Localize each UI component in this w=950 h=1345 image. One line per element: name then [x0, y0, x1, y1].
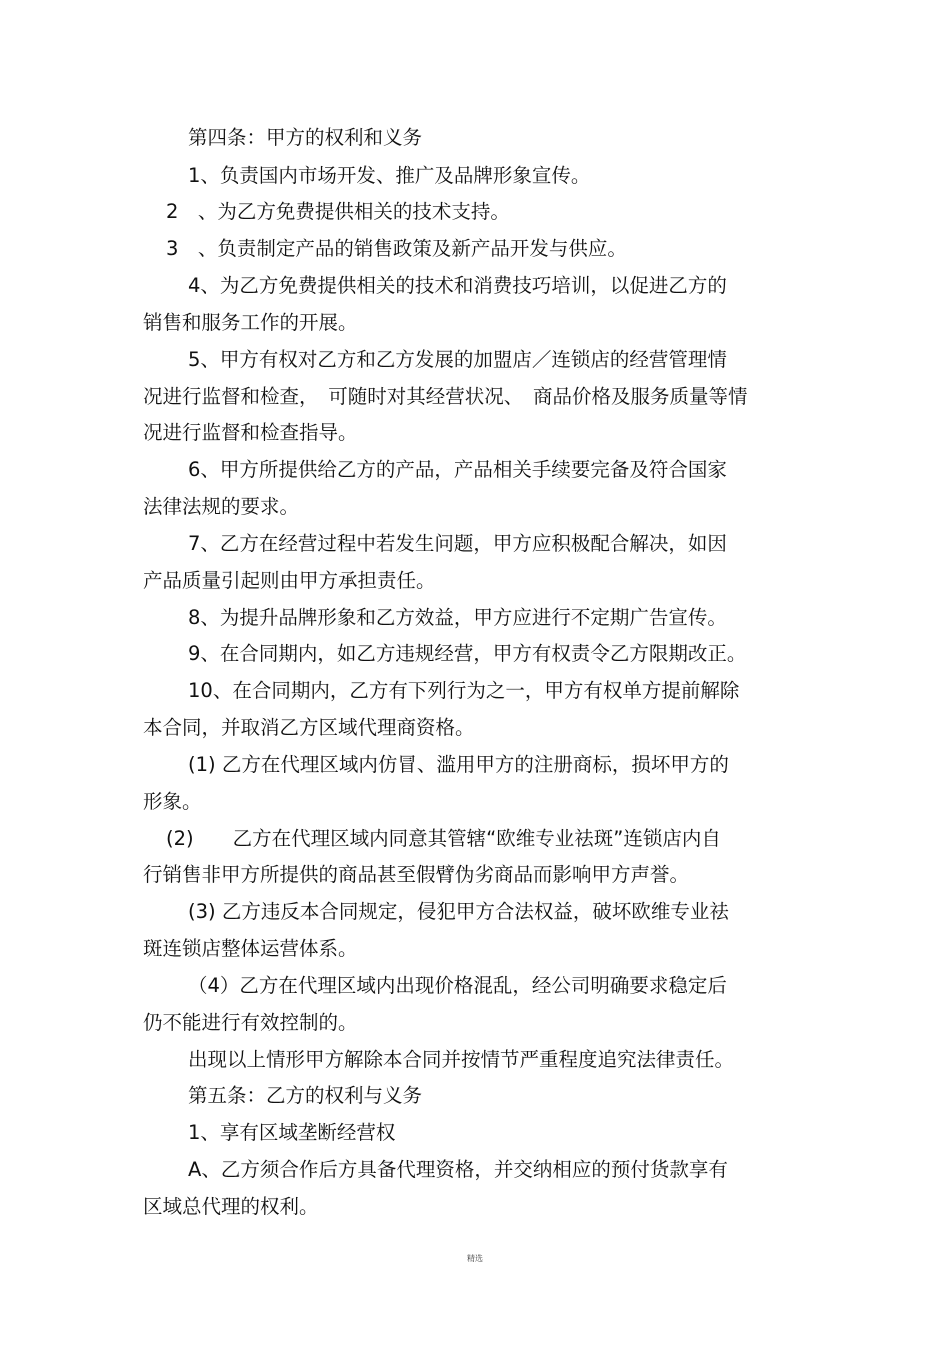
- article-4-item-1: 1、负责国内市场开发、推广及品牌形象宣传。: [188, 164, 591, 187]
- subitem-1-line-1: (1) 乙方在代理区域内仿冒、滥用甲方的注册商标，损坏甲方的: [188, 753, 729, 776]
- article-5-item-a-line-1: A、乙方须合作后方具备代理资格，并交纳相应的预付货款享有: [188, 1158, 728, 1181]
- subitem-2-line-2: 行销售非甲方所提供的商品甚至假臂伪劣商品而影响甲方声誉。: [143, 863, 690, 886]
- article-4-item-6-line-2: 法律法规的要求。: [143, 495, 300, 518]
- subitem-4-line-1: （4）乙方在代理区域内出现价格混乱，经公司明确要求稳定后: [188, 974, 727, 997]
- article-4-item-5-line-2: 况进行监督和检查， 可随时对其经营状况、 商品价格及服务质量等情: [143, 385, 748, 408]
- liability-clause: 出现以上情形甲方解除本合同并按情节严重程度追究法律责任。: [188, 1048, 735, 1071]
- article-4-item-7-line-1: 7、乙方在经营过程中若发生问题，甲方应积极配合解决，如因: [188, 532, 727, 555]
- article-4-item-10-line-1: 10、在合同期内，乙方有下列行为之一，甲方有权单方提前解除: [188, 679, 740, 702]
- article-4-heading: 第四条：甲方的权利和义务: [188, 126, 423, 149]
- subitem-1-line-2: 形象。: [143, 790, 202, 813]
- article-4-item-6-line-1: 6、甲方所提供给乙方的产品，产品相关手续要完备及符合国家: [188, 458, 727, 481]
- subitem-2-line-1: (2) 乙方在代理区域内同意其管辖“欧维专业祛斑”连锁店内自: [166, 827, 721, 850]
- article-4-item-10-line-2: 本合同，并取消乙方区域代理商资格。: [143, 716, 475, 739]
- article-4-item-9: 9、在合同期内，如乙方违规经营，甲方有权责令乙方限期改正。: [188, 642, 747, 665]
- article-5-heading: 第五条：乙方的权利与义务: [188, 1084, 423, 1107]
- subitem-3-line-1: (3) 乙方违反本合同规定，侵犯甲方合法权益，破坏欧维专业祛: [188, 900, 729, 923]
- article-4-item-8: 8、为提升品牌形象和乙方效益，甲方应进行不定期广告宣传。: [188, 606, 727, 629]
- article-4-item-5-line-3: 况进行监督和检查指导。: [143, 421, 358, 444]
- article-5-item-1: 1、享有区域垄断经营权: [188, 1121, 396, 1144]
- subitem-4-line-2: 仍不能进行有效控制的。: [143, 1011, 358, 1034]
- article-4-item-7-line-2: 产品质量引起则由甲方承担责任。: [143, 569, 436, 592]
- article-4-item-2: 2 、为乙方免费提供相关的技术支持。: [166, 200, 510, 223]
- page-footer: 精选: [467, 1254, 483, 1263]
- article-5-item-a-line-2: 区域总代理的权利。: [143, 1195, 319, 1218]
- article-4-item-4-line-2: 销售和服务工作的开展。: [143, 311, 358, 334]
- article-4-item-5-line-1: 5、甲方有权对乙方和乙方发展的加盟店／连锁店的经营管理情: [188, 348, 727, 371]
- article-4-item-4-line-1: 4、为乙方免费提供相关的技术和消费技巧培训，以促进乙方的: [188, 274, 727, 297]
- article-4-item-3: 3 、负责制定产品的销售政策及新产品开发与供应。: [166, 237, 627, 260]
- subitem-3-line-2: 斑连锁店整体运营体系。: [143, 937, 358, 960]
